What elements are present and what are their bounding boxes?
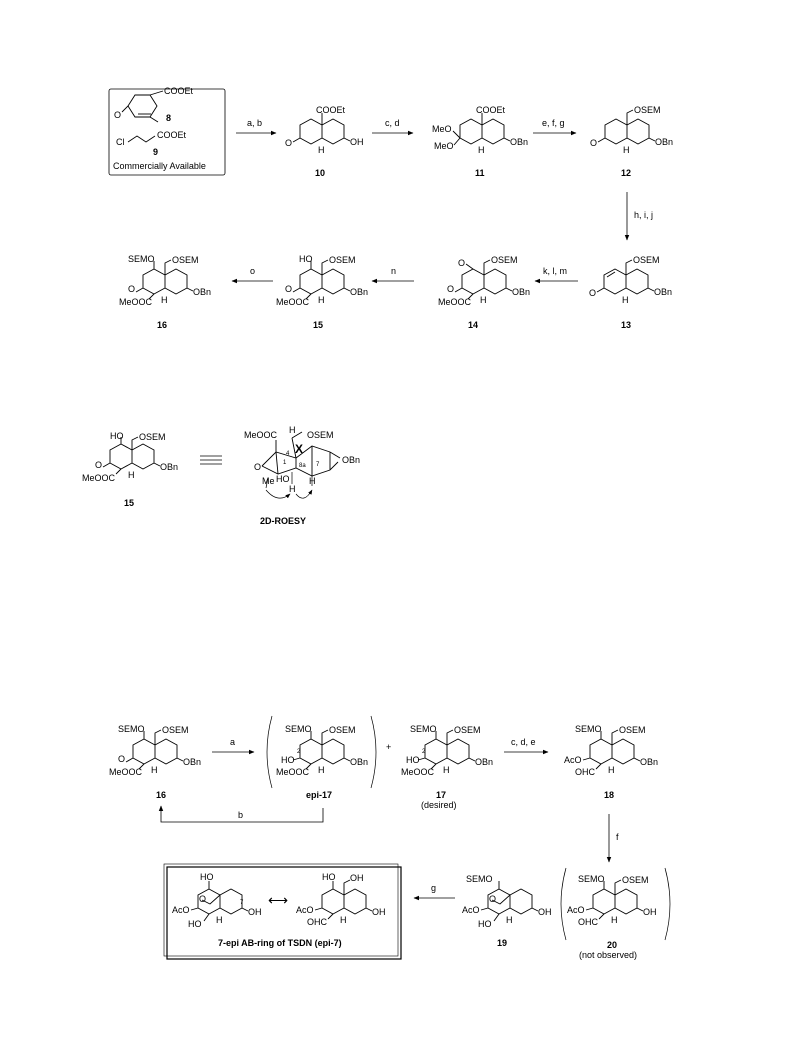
s2c16-h: H — [151, 765, 158, 775]
c15-obn: OBn — [350, 287, 369, 297]
c11-ester: COOEt — [476, 105, 506, 115]
c20-ohc: OHC — [578, 917, 598, 927]
epi17-ho: HO — [281, 755, 295, 765]
c18-h: H — [608, 765, 615, 775]
compound-number-15: 15 — [313, 320, 324, 330]
reagent-9-ester: COOEt — [157, 130, 187, 140]
compound-number-16: 16 — [157, 320, 168, 330]
epi7-cyclic-ring-o: O — [199, 894, 207, 904]
c15-oxo: O — [285, 284, 293, 294]
roesy3d-ho: HO — [276, 474, 290, 484]
c15-h: H — [318, 295, 325, 305]
epi7-open-oh-top: OH — [350, 873, 364, 883]
arrow-label-o: o — [250, 266, 256, 276]
roesy3d-locant-1: 1 — [283, 460, 287, 466]
compound-epi-17 — [276, 724, 368, 800]
c13-osem: OSEM — [633, 255, 660, 265]
c17-semo: SEMO — [410, 724, 437, 734]
scheme2-arrow-label-b: b — [238, 810, 244, 820]
c20-right-paren — [665, 868, 670, 940]
compound-17 — [401, 724, 493, 810]
roesy-3d-conformer — [244, 425, 360, 526]
commercially-available-caption: Commercially Available — [113, 161, 206, 171]
roesy15-oxo: O — [95, 460, 103, 470]
epi17-osem: OSEM — [329, 725, 356, 735]
roesy15-obn: OBn — [160, 462, 179, 472]
epi7-open-aco: AcO — [296, 905, 314, 915]
compound-12 — [590, 105, 673, 178]
c16-meooc: MeOOC — [119, 297, 153, 307]
roesy3d-me: Me — [262, 476, 275, 486]
roesy3d-locant-8a: 8a — [299, 463, 306, 469]
c16-obn: OBn — [193, 287, 212, 297]
roesy3d-h-8a: H — [289, 484, 296, 494]
roesy3d-osem: OSEM — [307, 430, 334, 440]
c18-obn: OBn — [640, 757, 659, 767]
epi17-right-paren — [371, 716, 376, 788]
roesy15-meooc: MeOOC — [82, 473, 116, 483]
roesy15-h: H — [128, 470, 135, 480]
compound-10 — [285, 105, 364, 178]
epi7-cyclic-oh: OH — [248, 907, 262, 917]
arrow-label-klm: k, l, m — [543, 266, 567, 276]
roesy3d-obn: OBn — [342, 455, 361, 465]
c11-obn: OBn — [510, 137, 529, 147]
c19-semo: SEMO — [466, 874, 493, 884]
c18-semo: SEMO — [575, 724, 602, 734]
roesy3d-oxo: O — [254, 462, 262, 472]
s2c16-oxo: O — [118, 754, 126, 764]
epi7-cyclic-locant-7: 7 — [240, 900, 244, 906]
c17-osem: OSEM — [454, 725, 481, 735]
compound-number-20: 20 — [607, 940, 618, 950]
c17-locant-2: 2 — [422, 749, 426, 755]
c18-ohc: OHC — [575, 767, 595, 777]
epi17-obn: OBn — [350, 757, 369, 767]
compound-16 — [119, 254, 211, 330]
compound-13 — [589, 255, 672, 330]
compound-14 — [438, 255, 530, 330]
compound-number-11: 11 — [475, 168, 485, 178]
epi17-semo: SEMO — [285, 724, 312, 734]
reagent-8-oxo: O — [114, 110, 122, 120]
compound-number-10: 10 — [315, 168, 326, 178]
scheme2-arrow-label-cde: c, d, e — [511, 737, 536, 747]
c16-osem: OSEM — [172, 255, 199, 265]
epi17-locant-2: 2 — [297, 749, 301, 755]
c18-osem: OSEM — [619, 725, 646, 735]
compound-number-9: 9 — [153, 147, 159, 157]
reagent-9-chloro: Cl — [116, 137, 125, 147]
c11-meo-2: MeO — [434, 141, 454, 151]
c18-aco: AcO — [564, 755, 582, 765]
c19-ho: HO — [478, 919, 492, 929]
epi7-cyclic-ho-bottom: HO — [188, 919, 202, 929]
equivalence-sign — [200, 456, 222, 464]
c20-osem: OSEM — [622, 875, 649, 885]
roesy-compound-15 — [82, 431, 178, 508]
epi17-left-paren — [267, 716, 272, 788]
roesy3d-meooc: MeOOC — [244, 430, 278, 440]
c17-obn: OBn — [475, 757, 494, 767]
c10-oh: OH — [350, 137, 364, 147]
c11-h: H — [478, 145, 485, 155]
c20-oh: OH — [643, 907, 657, 917]
c20-h: H — [611, 915, 618, 925]
c19-aco: AcO — [462, 905, 480, 915]
scheme2-arrow-label-a: a — [230, 737, 236, 747]
arrow-label-cd: c, d — [385, 118, 400, 128]
arrow-label-efg: e, f, g — [542, 118, 565, 128]
arrow-label-n: n — [391, 266, 397, 276]
compound-number-12: 12 — [621, 168, 632, 178]
roesy3d-h-7: H — [309, 476, 316, 486]
s2c16-semo: SEMO — [118, 724, 145, 734]
c16-h: H — [161, 295, 168, 305]
compound-18 — [564, 724, 658, 800]
plus-sign: + — [386, 742, 392, 752]
compound-number-8: 8 — [166, 113, 172, 123]
c20-left-paren — [561, 868, 566, 940]
compound-number-13: 13 — [621, 320, 632, 330]
epi7-open-ohc: OHC — [307, 917, 327, 927]
roesy-compound-number-15: 15 — [124, 498, 135, 508]
c14-h: H — [480, 295, 487, 305]
scheme2-arrow-label-g: g — [431, 883, 437, 893]
c19-ring-o: O — [489, 894, 497, 904]
c16-oxo: O — [128, 284, 136, 294]
c20-semo: SEMO — [578, 874, 605, 884]
epi17-meooc: MeOOC — [276, 767, 310, 777]
c13-h: H — [622, 295, 629, 305]
c10-oxo: O — [285, 138, 293, 148]
compound-19 — [462, 874, 552, 948]
c14-oxo: O — [447, 284, 455, 294]
c12-osem: OSEM — [634, 105, 661, 115]
c14-oxo-top: O — [458, 258, 466, 268]
c17-meooc: MeOOC — [401, 767, 435, 777]
c19-h: H — [506, 915, 513, 925]
epi7-cyclic-h: H — [216, 915, 223, 925]
c10-ester: COOEt — [316, 105, 346, 115]
reagent-8-ester: COOEt — [164, 86, 194, 96]
epi17-h: H — [318, 765, 325, 775]
roesy3d-locant-4: 4 — [286, 451, 290, 457]
scheme2-compound-16 — [109, 724, 201, 800]
compound-number-18: 18 — [604, 790, 615, 800]
c12-obn: OBn — [655, 137, 674, 147]
starting-materials-box — [109, 86, 225, 175]
c20-not-observed-note: (not observed) — [579, 950, 638, 960]
c15-meooc: MeOOC — [276, 297, 310, 307]
c13-oxo: O — [589, 288, 597, 298]
c14-meooc: MeOOC — [438, 297, 472, 307]
c11-meo-1: MeO — [432, 124, 452, 134]
epi7-open-oh: OH — [372, 907, 386, 917]
c12-oxo: O — [590, 138, 598, 148]
scheme2-compound-number-16: 16 — [156, 790, 167, 800]
epi7-open-ho: HO — [322, 872, 336, 882]
c15-ho: HO — [299, 254, 313, 264]
final-product-caption: 7-epi AB-ring of TSDN (epi-7) — [218, 938, 342, 948]
c19-oh: OH — [538, 907, 552, 917]
c16-semo: SEMO — [128, 254, 155, 264]
epi7-cyclic-aco: AcO — [172, 905, 190, 915]
c14-osem: OSEM — [491, 255, 518, 265]
roesy15-osem: OSEM — [139, 432, 166, 442]
compound-number-17: 17 — [436, 790, 447, 800]
roesy-caption: 2D-ROESY — [260, 516, 307, 526]
epi7-open-h: H — [340, 915, 347, 925]
c14-obn: OBn — [512, 287, 531, 297]
equilibrium-arrow: ⟷ — [268, 892, 289, 908]
epi7-cyclic-ho: HO — [200, 872, 214, 882]
c10-h: H — [318, 145, 325, 155]
s2c16-osem: OSEM — [162, 725, 189, 735]
arrow-label-ab: a, b — [247, 118, 263, 128]
compound-number-14: 14 — [468, 320, 479, 330]
compound-number-19: 19 — [497, 938, 508, 948]
s2c16-meooc: MeOOC — [109, 767, 143, 777]
c13-obn: OBn — [654, 287, 673, 297]
c20-aco: AcO — [567, 905, 585, 915]
c17-desired-note: (desired) — [421, 800, 457, 810]
final-product-box — [164, 864, 401, 959]
scheme2-arrow-label-f: f — [616, 832, 619, 842]
compound-20 — [567, 874, 657, 960]
c17-ho: HO — [406, 755, 420, 765]
compound-11 — [432, 105, 528, 178]
roesy3d-locant-7: 7 — [316, 462, 320, 468]
compound-number-epi-17: epi-17 — [306, 790, 333, 800]
c15-osem: OSEM — [329, 255, 356, 265]
arrow-label-hij: h, i, j — [634, 210, 654, 220]
c12-h: H — [623, 145, 630, 155]
roesy3d-no-correlation-mark: X — [295, 442, 304, 456]
roesy15-ho: HO — [110, 431, 124, 441]
s2c16-obn: OBn — [183, 757, 202, 767]
compound-15 — [276, 254, 368, 330]
c17-h: H — [443, 765, 450, 775]
roesy3d-h-top: H — [289, 425, 296, 435]
